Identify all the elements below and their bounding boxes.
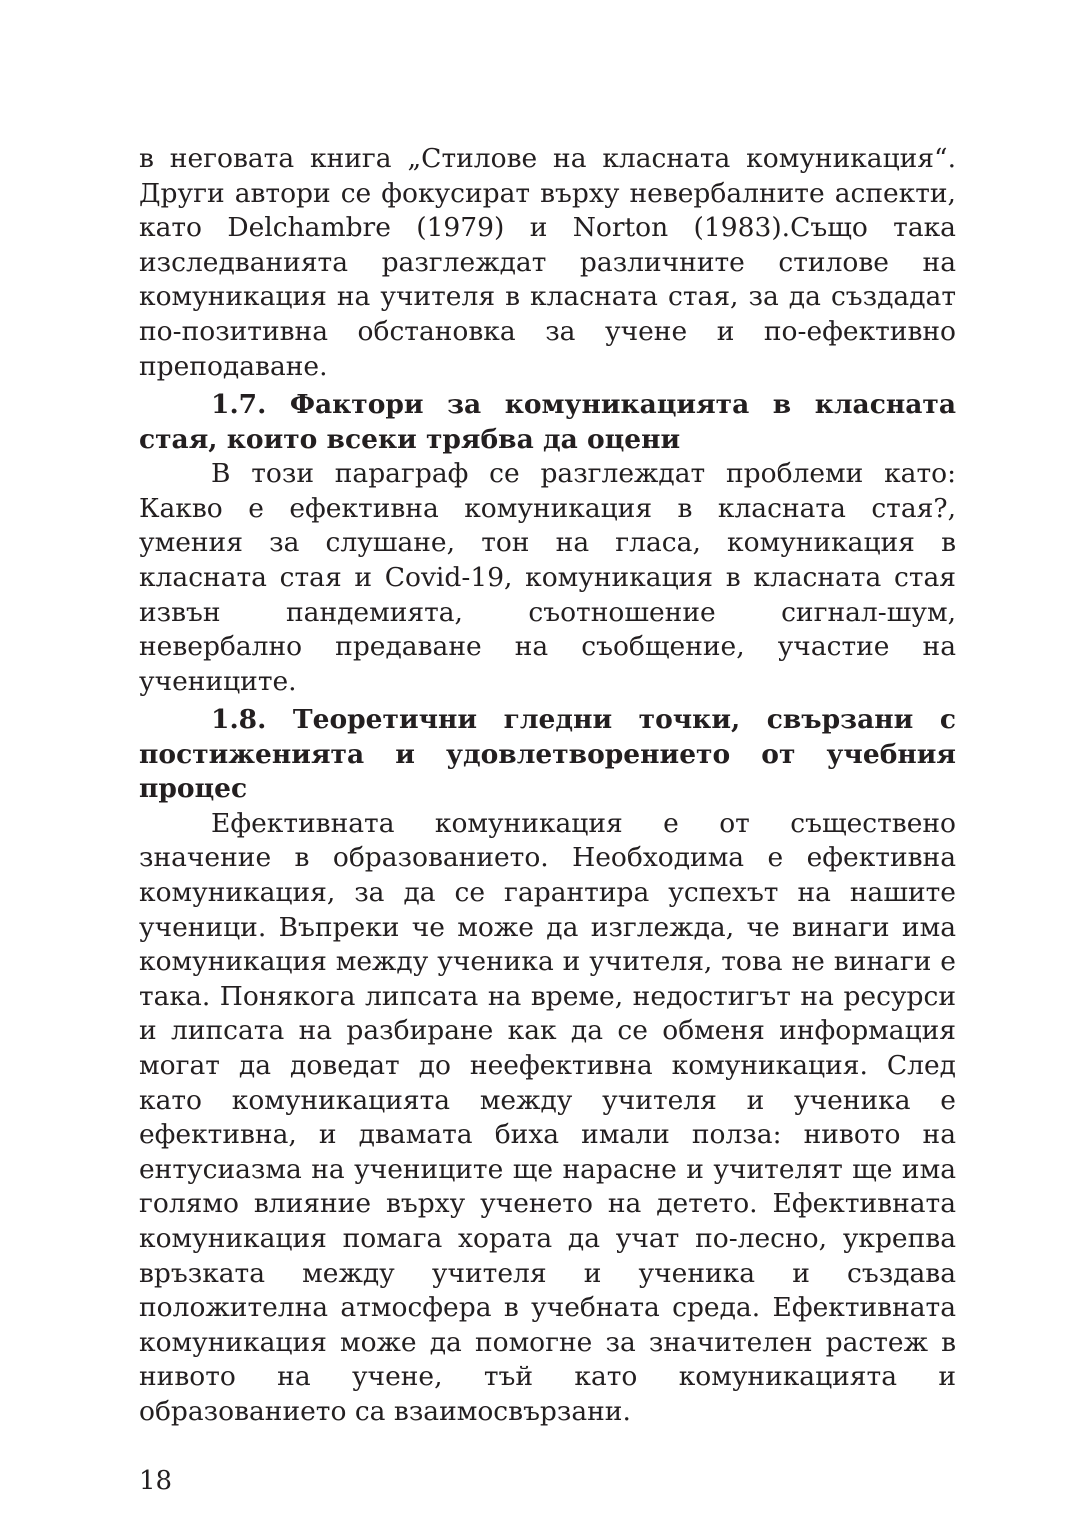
section-1-7 [139, 388, 956, 699]
section-1-8-paragraph: Ефективната комуникация е от съществено значение в образованието. Необходима е ефективна комуникация, за да се гарантира успехът на нашите ученици. Въпреки че може да изглежда, че винаги има комуникация между ученика и учителя, това не винаги е така. Понякога липсата на време, недостигът на ресурси и липсата на разбиране как да се обменя информация могат да доведат до неефективна комуникация. След като комуникацията между учителя и ученика е ефективна, и двамата биха имали полза: нивото на ентусиазма на учениците ще нарасне и учителят ще има голямо влияние върху ученето на детето. Ефективната комуникация помага хората да учат по-лесно, укрепва връзката между учителя и ученика и създава положителна атмосфера в учебната среда. Ефективната комуникация може да помогне за значителен растеж в нивото на учене, тъй като комуникацията и образованието са взаимосвързани. [139, 807, 956, 1427]
section-1-7-heading: 1.7. Фактори за комуникацията в класната стая, които всеки трябва да оцени [139, 389, 956, 455]
section-1-8 [139, 703, 956, 1429]
section-1-8-heading: 1.8. Теоретични гледни точки, свързани с постиженията и удовлетворението от учебния процес [139, 704, 956, 805]
section-1-7-paragraph: В този параграф се разглеждат проблеми като: Какво е ефективна комуникация в класната стая?, умения за слушане, тон на гласа, комуникация в класната стая и Covid-19, комуникация в класната стая извън пандемията, съотношение сигнал-шум, невербално предаване на съобщение, участие на учениците. [139, 458, 956, 697]
intro-text-block [139, 142, 956, 384]
page-number: 18 [139, 1466, 173, 1496]
intro-paragraph: в неговата книга „Стилове на класната комуникация“. Други автори се фокусират върху невербалните аспекти, като Delchambre (1979) и Norton (1983).Също така изследванията разглеждат различните стилове на комуникация на учителя в класната стая, за да създадат по-позитивна обстановка за учене и по-ефективно преподаване. [139, 143, 956, 382]
